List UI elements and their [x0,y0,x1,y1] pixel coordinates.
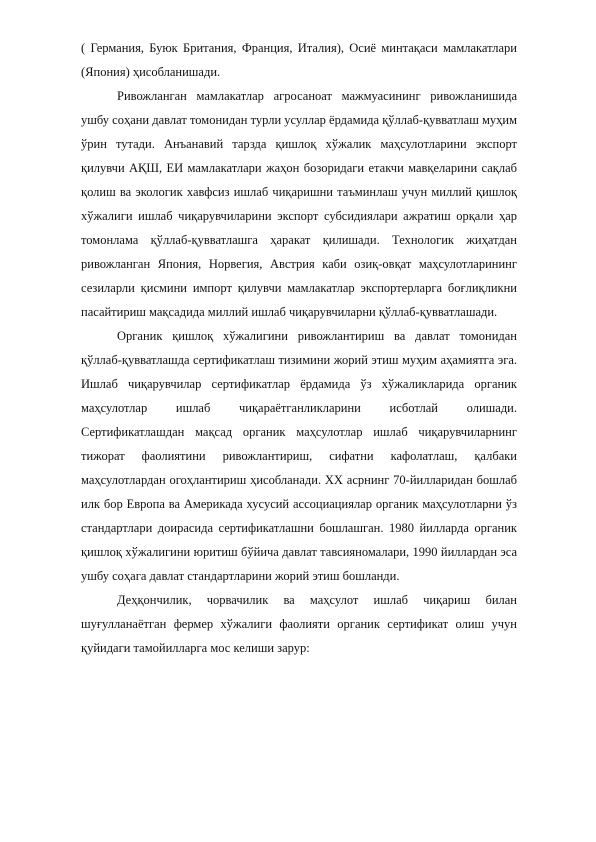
paragraph-certification: Органик қишлоқ хўжалигини ривожлантириш ва давлат томонидан қўллаб-қувватлашда сертификатлаш тизимини жорий этиш муҳим аҳамиятга эга. Ишлаб чиқарувчилар сертификатлар ёрдамида ўз хўжаликларида органик маҳсулотлар ишлаб чиқараётганликларини исботлай олишади. Сертификатлашдан мақсад органик маҳсулотлар ишлаб чиқарувчиларнинг тижорат фаолиятини ривожлантириш, сифатни кафолатлаш, қалбаки маҳсулотлардан огоҳлантириш ҳисобланади. XX асрнинг 70-йилларидан бошлаб илк бор Европа ва Америкада хусусий ассоциациялар органик маҳсулотларни ўз стандартлари доирасида сертификатлашни бошлашган. 1980 йилларда органик қишлоқ хўжалигини юритиш бўйича давлат тавсияномалари, 1990 йиллардан эса ушбу соҳага давлат стандартларини жорий этиш бошланди. [81,329,517,583]
paragraph-farm-principles: Деҳқончилик, чорвачилик ва маҳсулот ишлаб чиқариш билан шуғулланаётган фермер хўжалиги фаолияти органик сертификат олиш учун қуйидаги тамойилларга мос келиши зарур: [81,593,517,655]
paragraph-state-support: Ривожланган мамлакатлар агросаноат мажмуасининг ривожланишида ушбу соҳани давлат томонидан турли усуллар ёрдамида қўллаб-қувватлаш муҳим ўрин тутади. Анъанавий тарзда қишлоқ хўжалик маҳсулотларини экспорт қилувчи АҚШ, ЕИ мамлакатлари жаҳон бозоридаги етакчи мавқеларини сақлаб қолиш ва экологик хавфсиз ишлаб чиқаришни таъминлаш учун миллий қишлоқ хўжалиги ишлаб чиқарувчиларини экспорт субсидиялари ажратиш орқали ҳар томонлама қўллаб-қувватлашга ҳаракат қилишади. Технологик жиҳатдан ривожланган Япония, Норвегия, Австрия каби озиқ-овқат маҳсулотларининг сезиларли қисмини импорт қилувчи мамлакатлар экспортерларга боғлиқликни пасайтириш мақсадида миллий ишлаб чиқарувчиларни қўллаб-қувватлашади. [81,89,517,319]
paragraph-continuation: ( Германия, Буюк Британия, Франция, Италия), Осиё минтақаси мамлакатлари (Япония) ҳисобланишади. [81,41,517,79]
document-page [81,36,517,660]
